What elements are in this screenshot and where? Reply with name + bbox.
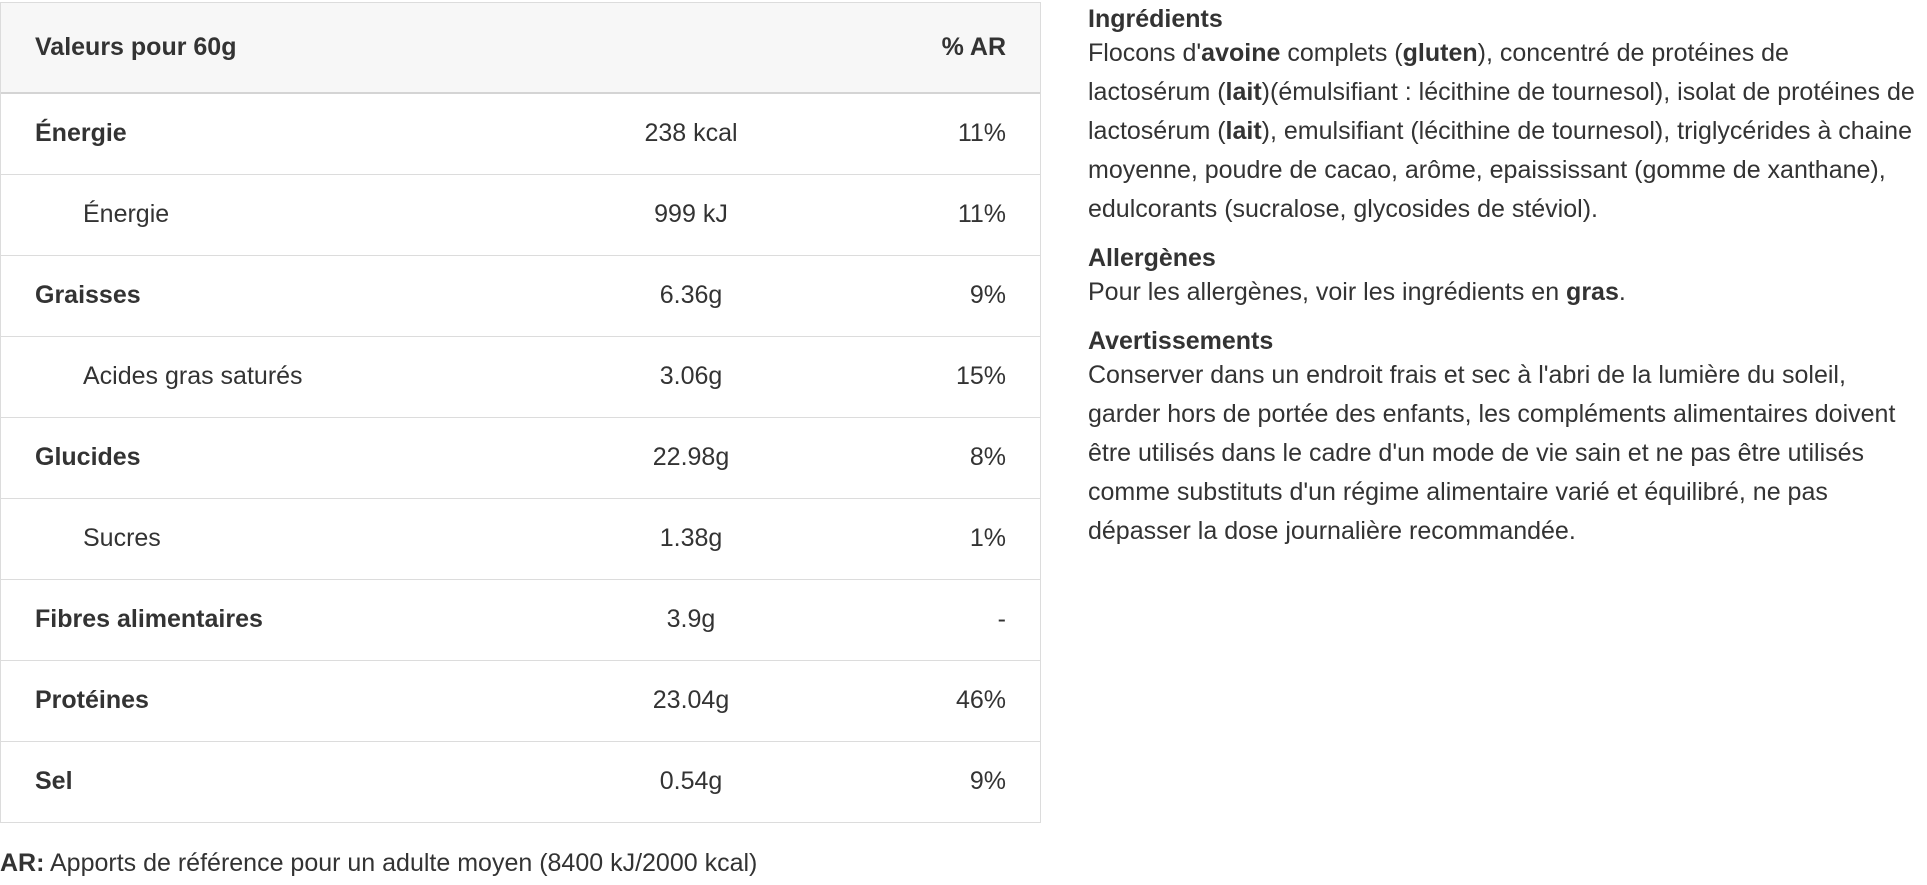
row-ar: 46%	[861, 660, 1040, 741]
ingredients-title: Ingrédients	[1088, 5, 1223, 33]
allergens-text	[1088, 273, 1918, 312]
ingredients-part: ), concentré de protéines de lactosérum (	[1088, 39, 1789, 106]
table-row	[1, 417, 1040, 498]
row-value: 238 kcal	[521, 93, 861, 174]
row-ar: 8%	[861, 417, 1040, 498]
table-row	[1, 255, 1040, 336]
warnings-text: Conserver dans un endroit frais et sec à l'abri de la lumière du soleil, garder hors de portée des enfants, les compléments alimentaires doivent être utilisés dans le cadre d'un mode de vie sain et ne pas être utilisés comme substituts d'un régime alimentaire varié et équilibré, ne pas dépasser la dose journalière recommandée.	[1088, 361, 1896, 545]
nutrition-table	[1, 3, 1040, 822]
footnote-text: Apports de référence pour un adulte moyen (8400 kJ/2000 kcal)	[44, 849, 758, 877]
row-ar: 11%	[861, 174, 1040, 255]
footnote-label: AR:	[0, 849, 45, 877]
row-value: 3.9g	[521, 579, 861, 660]
row-name: Fibres alimentaires	[1, 579, 521, 660]
ingredients-part: ), emulsifiant (lécithine de tournesol), triglycérides à chaine moyenne, poudre de cacao, arôme, epaississant (gomme de xanthane), edulcorants (sucralose, glycosides de stéviol).	[1088, 117, 1912, 223]
row-ar: 11%	[861, 93, 1040, 174]
row-ar: 15%	[861, 336, 1040, 417]
table-row	[1, 660, 1040, 741]
row-value: 22.98g	[521, 417, 861, 498]
ar-footnote	[0, 848, 757, 878]
row-name: Sucres	[1, 498, 521, 579]
row-name: Sel	[35, 767, 73, 796]
row-value: 6.36g	[521, 255, 861, 336]
row-ar: -	[861, 579, 1040, 660]
header-name: Valeurs pour 60g	[1, 3, 521, 93]
allergens-part: Pour les allergènes, voir les ingrédients en	[1088, 278, 1567, 306]
table-row	[1, 741, 1040, 822]
row-value: 3.06g	[521, 336, 861, 417]
allergens-part: .	[1618, 278, 1626, 306]
warnings-title: Avertissements	[1088, 327, 1274, 355]
nutrition-table-container	[0, 2, 1041, 823]
row-name: Glucides	[1, 417, 521, 498]
allergen-highlight: lait	[1225, 117, 1262, 145]
row-name: Graisses	[1, 255, 521, 336]
row-name: Protéines	[1, 660, 521, 741]
row-name: Énergie	[1, 174, 521, 255]
row-value: 0.54g	[659, 767, 723, 796]
allergen-highlight: gluten	[1402, 39, 1478, 67]
table-row	[1, 498, 1040, 579]
header-value	[521, 3, 861, 93]
table-row	[1, 93, 1040, 174]
table-row	[1, 336, 1040, 417]
ingredients-part: complets (	[1280, 39, 1403, 67]
table-header-row	[1, 3, 1040, 93]
allergen-highlight: lait	[1225, 78, 1262, 106]
row-name: Acides gras saturés	[1, 336, 521, 417]
ingredients-text	[1088, 34, 1918, 229]
row-value: 23.04g	[521, 660, 861, 741]
table-row	[1, 579, 1040, 660]
row-value: 999 kJ	[521, 174, 861, 255]
row-value: 1.38g	[521, 498, 861, 579]
table-row	[1, 174, 1040, 255]
row-ar: 9%	[969, 767, 1006, 796]
product-info	[1088, 4, 1918, 565]
row-ar: 9%	[861, 255, 1040, 336]
row-ar: 1%	[861, 498, 1040, 579]
allergens-title: Allergènes	[1088, 244, 1216, 272]
row-name: Énergie	[1, 93, 521, 174]
ingredients-part: Flocons d'	[1088, 39, 1202, 67]
header-ar: % AR	[861, 3, 1040, 93]
allergen-highlight: gras	[1566, 278, 1619, 306]
allergen-highlight: avoine	[1201, 39, 1281, 67]
ingredients-part: )(émulsifiant : lécithine de tournesol), isolat de protéines de lactosérum (	[1088, 78, 1915, 145]
